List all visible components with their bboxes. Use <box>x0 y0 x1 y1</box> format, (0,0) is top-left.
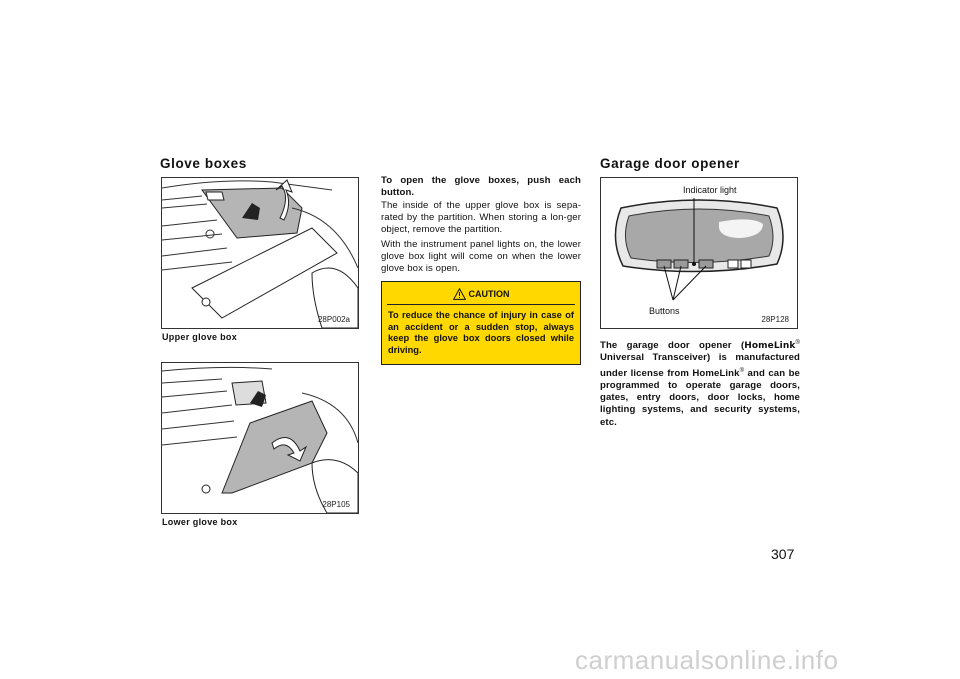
indicator-light-label: Indicator light <box>683 185 737 195</box>
registered-mark: ® <box>739 367 745 374</box>
rearview-mirror-illustration <box>601 178 797 328</box>
caution-title <box>382 288 580 300</box>
instruction-partition: The inside of the upper glove box is sepa-rated by the partition. When storing a lon-ger object, remove the partition. <box>381 200 581 236</box>
lower-glove-box-figure <box>161 362 359 514</box>
mirror-figure <box>600 177 798 329</box>
caution-box <box>381 281 581 365</box>
lower-glove-box-caption: Lower glove box <box>162 517 238 527</box>
registered-mark: ® <box>795 340 800 346</box>
instruction-open: To open the glove boxes, push each button. <box>381 175 581 199</box>
garage-text-end: and can be programmed to operate garage doors, gates, entry doors, door locks, home lighting systems, and security systems, etc. <box>600 367 800 428</box>
caution-label: CAUTION <box>468 289 510 299</box>
figure-code: 28P128 <box>761 315 789 324</box>
section-title-glove-boxes: Glove boxes <box>160 156 247 171</box>
garage-text-middle: Universal Transceiver) is manufactured under license from HomeLink <box>600 352 800 379</box>
page-number: 307 <box>771 546 795 562</box>
section-title-garage-door-opener: Garage door opener <box>600 156 740 171</box>
warning-triangle-icon <box>453 288 466 300</box>
caution-divider <box>387 304 575 305</box>
lower-glove-box-illustration <box>162 363 358 513</box>
watermark: carmanualsonline.info <box>575 645 839 675</box>
instruction-light: With the instrument panel lights on, the lower glove box light will come on when the lower glove box is open. <box>381 239 581 275</box>
upper-glove-box-caption: Upper glove box <box>162 332 238 342</box>
figure-code: 28P105 <box>322 500 350 509</box>
garage-text-start: The garage door opener ( <box>600 340 745 352</box>
homelink-logo: HomeLink <box>744 341 796 352</box>
upper-glove-box-figure <box>161 177 359 329</box>
buttons-label: Buttons <box>649 306 680 316</box>
caution-text: To reduce the chance of injury in case of an accident or a sudden stop, always keep the glove box doors closed while driving. <box>388 310 574 355</box>
figure-code: 28P002a <box>317 315 350 324</box>
upper-glove-box-illustration <box>162 178 358 328</box>
garage-description <box>600 337 800 429</box>
